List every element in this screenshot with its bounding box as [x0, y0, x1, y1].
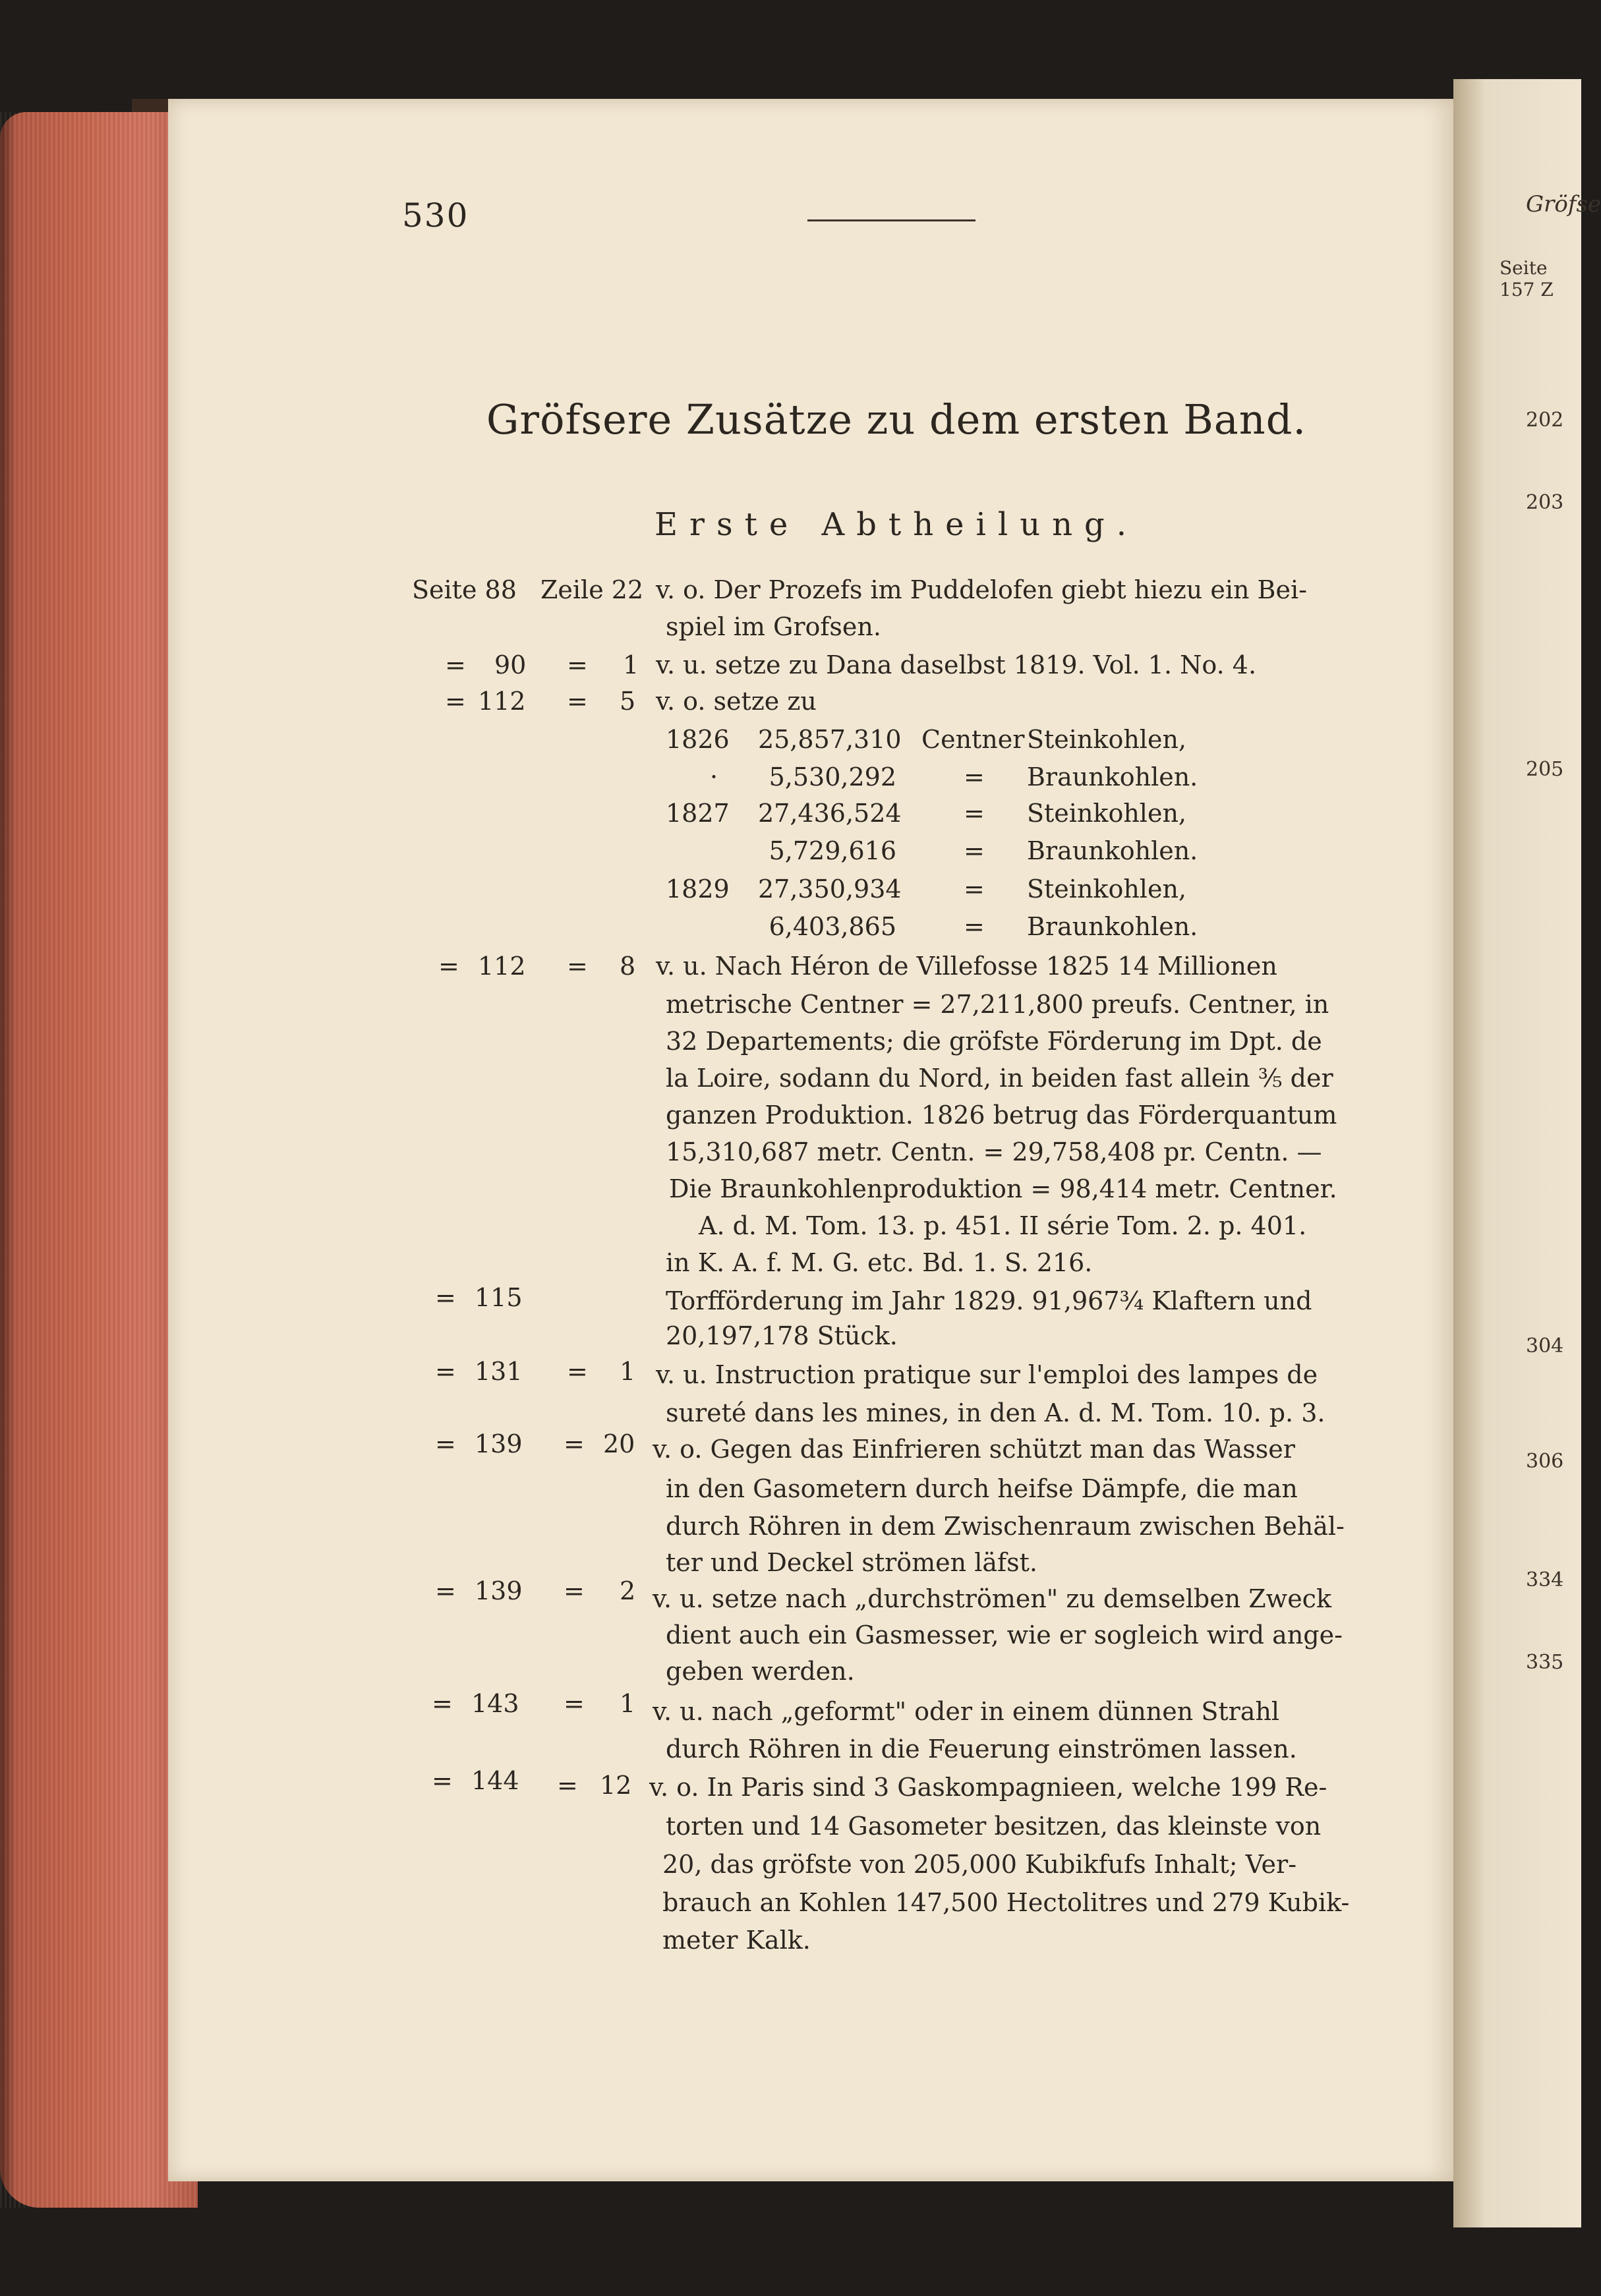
- ditto-mark: =: [564, 1576, 585, 1605]
- entry-text: 32 Departements; die gröfste Förderung im Dpt. de: [666, 1027, 1322, 1056]
- entry-zeile: 8: [620, 952, 636, 981]
- entry-seite: 144: [471, 1766, 519, 1795]
- entry-text: meter Kalk.: [662, 1926, 811, 1955]
- next-page-number: 306: [1526, 1450, 1564, 1473]
- entry-zeile: 2: [620, 1576, 636, 1605]
- entry-seite: 139: [475, 1429, 523, 1458]
- entry-seite: 143: [471, 1689, 519, 1718]
- next-page-number: 334: [1526, 1568, 1564, 1592]
- entry-zeile: 20: [603, 1429, 635, 1458]
- entry-zeile: Zeile 22: [540, 575, 644, 604]
- entry-seite: 90: [494, 650, 527, 679]
- next-page-header: Gröfse: [1526, 191, 1601, 217]
- table-kind: Steinkohlen,: [1027, 875, 1186, 904]
- table-amount: 25,857,310: [758, 725, 902, 754]
- entry-text: ganzen Produktion. 1826 betrug das Förderquantum: [666, 1101, 1337, 1130]
- entry-text: torten und 14 Gasometer besitzen, das kleinste von: [666, 1812, 1322, 1841]
- entry-text: ter und Deckel strömen läfst.: [666, 1548, 1037, 1577]
- next-page-number: 202: [1526, 409, 1564, 432]
- page-title: Gröfsere Zusätze zu dem ersten Band.: [486, 395, 1307, 444]
- entry-text: v. u. Instruction pratique sur l'emploi des lampes de: [656, 1360, 1318, 1389]
- entry-text: in den Gasometern durch heifse Dämpfe, die man: [666, 1474, 1298, 1503]
- entry-text: durch Röhren in die Feuerung einströmen lassen.: [666, 1735, 1297, 1764]
- table-unit: =: [964, 762, 985, 791]
- table-year: 1827: [666, 799, 730, 828]
- table-amount: 27,436,524: [758, 799, 902, 828]
- table-kind: Braunkohlen.: [1027, 762, 1198, 791]
- ditto-mark: =: [567, 952, 588, 981]
- table-unit: Centner: [921, 725, 1025, 754]
- entry-zeile: 1: [623, 650, 639, 679]
- next-page-number: 203: [1526, 491, 1564, 514]
- entry-text: metrische Centner = 27,211,800 preufs. Centner, in: [666, 990, 1329, 1019]
- header-rule: [807, 219, 975, 221]
- page-number: 530: [402, 196, 469, 235]
- entry-text: dient auch ein Gasmesser, wie er sogleich wird ange-: [666, 1621, 1343, 1650]
- entry-text: in K. A. f. M. G. etc. Bd. 1. S. 216.: [666, 1248, 1093, 1277]
- next-page-number: 205: [1526, 758, 1564, 781]
- table-kind: Braunkohlen.: [1027, 912, 1198, 941]
- entry-text: v. u. Nach Héron de Villefosse 1825 14 Millionen: [656, 952, 1277, 981]
- entry-seite: Seite 88: [412, 575, 517, 604]
- table-amount: 6,403,865: [769, 912, 896, 941]
- entry-text: v. o. setze zu: [656, 687, 817, 716]
- entry-text: v. o. Gegen das Einfrieren schützt man das Wasser: [653, 1435, 1295, 1464]
- entry-zeile: 1: [620, 1357, 636, 1386]
- entry-text: geben werden.: [666, 1657, 855, 1686]
- entry-text: spiel im Grofsen.: [666, 612, 881, 641]
- table-unit: =: [964, 912, 985, 941]
- ditto-mark: =: [432, 1689, 453, 1718]
- entry-text: v. o. In Paris sind 3 Gaskompagnieen, welche 199 Re-: [649, 1773, 1327, 1802]
- entry-seite: 112: [478, 687, 526, 716]
- ditto-mark: =: [557, 1771, 578, 1800]
- table-year: 1829: [666, 875, 730, 904]
- entry-text: la Loire, sodann du Nord, in beiden fast allein ⅗ der: [666, 1064, 1333, 1093]
- ditto-mark: =: [435, 1576, 456, 1605]
- ditto-mark: =: [564, 1429, 585, 1458]
- table-unit: =: [964, 875, 985, 904]
- ditto-mark: =: [567, 650, 588, 679]
- entry-text: v. u. nach „geformt" oder in einem dünnen Strahl: [653, 1697, 1280, 1726]
- ditto-mark: =: [435, 1429, 456, 1458]
- table-kind: Braunkohlen.: [1027, 836, 1198, 865]
- next-page-number: 304: [1526, 1335, 1564, 1358]
- entry-seite: 112: [478, 952, 526, 981]
- entry-text: v. o. Der Prozefs im Puddelofen giebt hiezu ein Bei-: [656, 575, 1307, 604]
- entry-text: 20, das gröfste von 205,000 Kubikfufs Inhalt; Ver-: [662, 1850, 1297, 1879]
- ditto-mark: =: [438, 952, 459, 981]
- entry-zeile: 1: [620, 1689, 636, 1718]
- next-page-number: 335: [1526, 1651, 1564, 1674]
- entry-seite: 139: [475, 1576, 523, 1605]
- ditto-mark: =: [435, 1283, 456, 1312]
- ditto-mark: =: [435, 1357, 456, 1386]
- entry-text: brauch an Kohlen 147,500 Hectolitres und 279 Kubik-: [662, 1888, 1350, 1917]
- table-amount: 5,530,292: [769, 762, 896, 791]
- table-unit: =: [964, 836, 985, 865]
- entry-text: Torfförderung im Jahr 1829. 91,967¾ Klaftern und: [666, 1286, 1312, 1315]
- entry-text: v. u. setze zu Dana daselbst 1819. Vol. 1. No. 4.: [656, 650, 1257, 679]
- page-content: [402, 0, 1391, 2296]
- section-title: Erste Abtheilung.: [654, 506, 1139, 543]
- table-amount: 5,729,616: [769, 836, 896, 865]
- entry-text: v. u. setze nach „durchströmen" zu demselben Zweck: [653, 1584, 1331, 1613]
- ditto-mark: =: [564, 1689, 585, 1718]
- table-amount: 27,350,934: [758, 875, 902, 904]
- entry-text: A. d. M. Tom. 13. p. 451. II série Tom. 2. p. 401.: [699, 1211, 1307, 1240]
- table-kind: Steinkohlen,: [1027, 725, 1186, 754]
- entry-text: durch Röhren in dem Zwischenraum zwischen Behäl-: [666, 1512, 1345, 1541]
- table-year: 1826: [666, 725, 730, 754]
- entry-text: 20,197,178 Stück.: [666, 1321, 898, 1350]
- bullet-mark: ·: [710, 762, 718, 791]
- entry-text: 15,310,687 metr. Centn. = 29,758,408 pr. Centn. —: [666, 1137, 1322, 1166]
- entry-zeile: 12: [600, 1771, 632, 1800]
- next-page-seite-label: Seite 157 Z: [1499, 257, 1554, 301]
- entry-seite: 131: [475, 1357, 523, 1386]
- entry-text: sureté dans les mines, in den A. d. M. Tom. 10. p. 3.: [666, 1398, 1325, 1427]
- entry-text: Die Braunkohlenproduktion = 98,414 metr. Centner.: [669, 1174, 1337, 1203]
- table-unit: =: [964, 799, 985, 828]
- ditto-mark: =: [567, 687, 588, 716]
- ditto-mark: =: [432, 1766, 453, 1795]
- ditto-mark: =: [445, 687, 466, 716]
- table-kind: Steinkohlen,: [1027, 799, 1186, 828]
- ditto-mark: =: [445, 650, 466, 679]
- ditto-mark: =: [567, 1357, 588, 1386]
- entry-seite: 115: [475, 1283, 523, 1312]
- entry-zeile: 5: [620, 687, 636, 716]
- next-page-edge: [1453, 79, 1601, 2227]
